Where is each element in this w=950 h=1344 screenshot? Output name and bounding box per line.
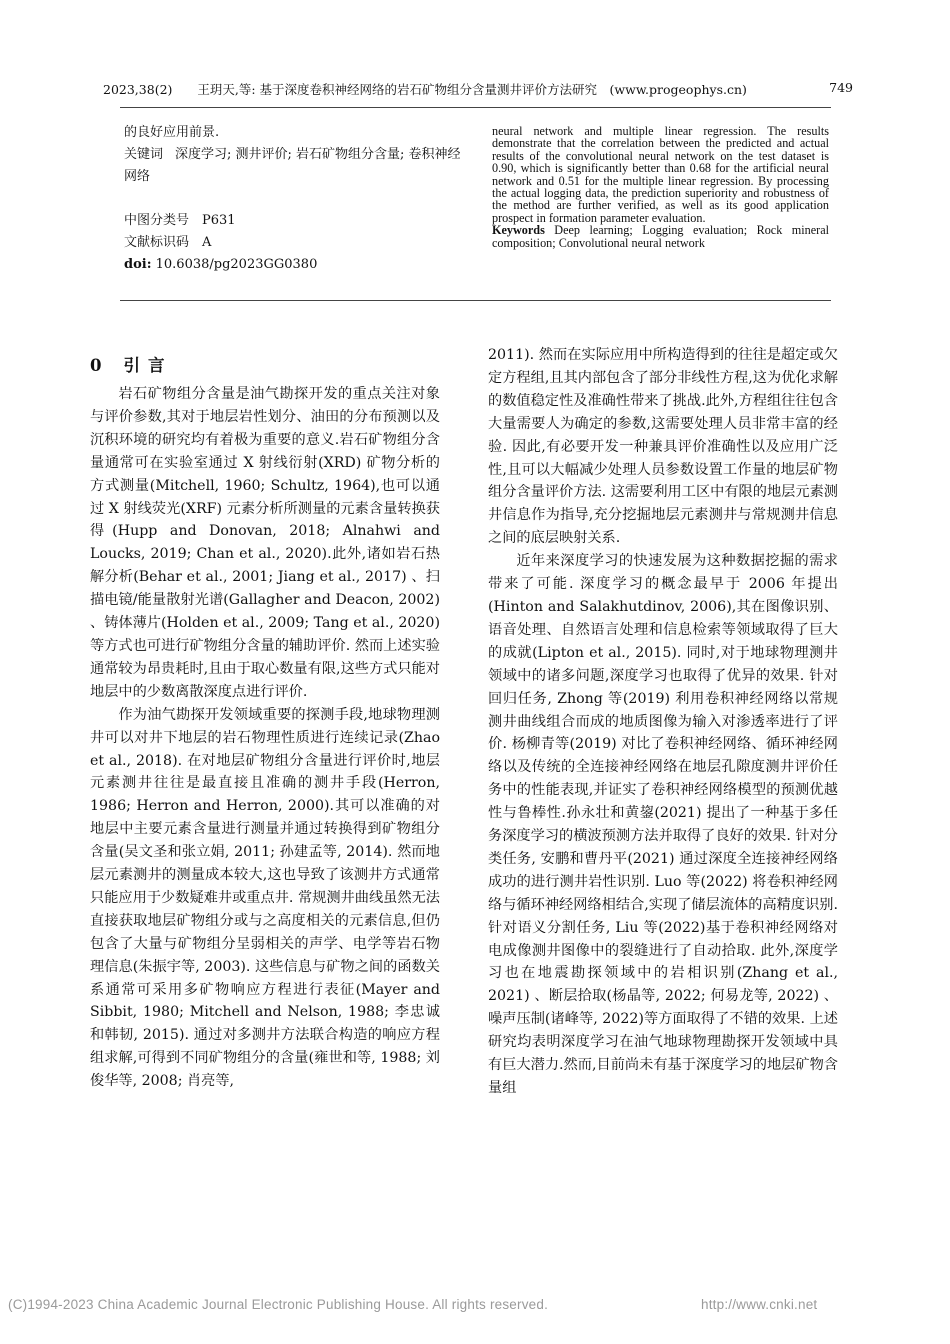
paragraph: 2011). 然而在实际应用中所构造得到的往往是超定或欠定方程组,且其内部包含了部分非线性方程,这为优化求解的数值稳定性及准确性带来了挑战.此外,方程组往往包含大量需要人为确定的参数,这需要处理人员非常丰富的经验. 因此,有必要开发一种兼具评价准确性以及应用广泛性,且可以大幅减少处理人员参数设置工作量的地层矿物组分含量评价方法. 这需要利用工区中有限的地层元素测井信息作为指导,充分挖掘地层元素测井与常规测井信息之间的底层映射关系. — [488, 347, 838, 547]
running-header-text: 2023,38(2) 王玥天,等: 基于深度卷积神经网络的岩石矿物组分含量测井评价方法研究 (www.progeophys.cn) — [103, 82, 747, 97]
section-title: 引言 — [123, 356, 173, 375]
paragraph: 作为油气勘探开发领域重要的探测手段,地球物理测井可以对井下地层的岩石物理性质进行连续记录(Zhao et al., 2018). 在对地层矿物组分含量进行评价时,地层元素测井往往是最直接且准确的测井手段(Herron, 1986; Herron and Herron, 2000).其可以准确的对地层中主要元素含量进行测量并通过转换得到矿物组分含量(吴文圣和张立娟, 2011; 孙建孟等, 2014). 然而地层元素测井的测量成本较大,这也导致了该测井方式通常只能应用于少数疑难井或重点井. 常规测井曲线虽然无法直接获取地层矿物组分或与之高度相关的元素信息,但仍包含了大量与矿物组分呈弱相关的声学、电学等岩石物理信息(朱振宇等, 2003). 这些信息与矿物之间的函数关系通常可采用多矿物响应方程进行表征(Mayer and Sibbit, 1980; Mitchell and Nelson, 1988; 李忠诚和韩韧, 2015). 通过对多测井方法联合构造的响应方程组求解,可得到不同矿物组分的含量(雍世和等, 1988; 刘俊华等, 2008; 肖亮等, — [90, 706, 440, 1090]
right-column — [488, 344, 838, 1100]
spacer — [124, 188, 464, 210]
left-column — [90, 383, 440, 1093]
keywords-text: 深度学习; 测井评价; 岩石矿物组分含量; 卷积神经网络 — [124, 147, 461, 184]
section-divider — [120, 300, 831, 301]
english-keywords — [492, 224, 829, 249]
english-abstract-text: neural network and multiple linear regression. The results demonstrate that the correlation between the predicted and actual results of the convolutional neural network on the test dataset is 0.90, which is significantly better than 0.68 for the artificial neural network and 0.51 for the multiple linear regression. By processing the actual logging data, the prediction superiority and robustness of the method are further verified, as well as its good application prospect in formation parameter evaluation. — [492, 124, 829, 225]
keywords-label: 关键词 — [124, 147, 164, 162]
doi-value: 10.6038/pg2023GG0380 — [151, 257, 318, 272]
running-header — [103, 80, 853, 106]
cnki-link[interactable]: http://www.cnki.net — [701, 1297, 818, 1312]
keywords-cn — [124, 144, 464, 188]
document-code: 文献标识码 A — [124, 235, 212, 250]
paragraph: 近年来深度学习的快速发展为这种数据挖掘的需求带来了可能. 深度学习的概念最早于 2006 年提出(Hinton and Salakhutdinov, 2006),其在图像识别、语音处理、自然语言处理和信息检索等领域取得了巨大的成就(Lipton et al., 2015). 同时,对于地球物理测井领域中的诸多问题,深度学习也取得了优异的效果. 针对回归任务, Zhong 等(2019) 利用卷积神经网络以常规测井曲线组合而成的地质图像为输入对渗透率进行了评价. 杨柳青等(2019) 对比了卷积神经网络、循环神经网络以及传统的全连接神经网络在地层孔隙度测井评价任务中的性能表现,并证实了卷积神经网络模型的预测优越性与鲁棒性.孙永壮和黄鋆(2021) 提出了一种基于多任务深度学习的横波预测方法并取得了良好的效果. 针对分类任务, 安鹏和曹丹平(2021) 通过深度全连接神经网络成功的进行测井岩性识别. Luo 等(2022) 将卷积神经网络与循环神经网络相结合,实现了储层流体的高精度识别. 针对语义分割任务, Liu 等(2022)基于卷积神经网络对电成像测井图像中的裂缝进行了自动拾取. 此外,深度学习也在地震勘探领域中的岩相识别(Zhang et al., 2021) 、断层拾取(杨晶等, 2022; 何易龙等, 2022) 、噪声压制(诸峰等, 2022)等方面取得了不错的效果. 上述研究均表明深度学习在油气地球物理勘探开发领域中具有巨大潜力.然而,目前尚未有基于深度学习的地层矿物含量组 — [488, 553, 838, 1096]
clc-number: 中图分类号 P631 — [124, 213, 236, 228]
header-rule — [120, 107, 831, 108]
english-keywords-label: Keywords — [492, 223, 545, 238]
english-keywords-text: Deep learning; Logging evaluation; Rock mineral composition; Convolutional neural network — [492, 223, 829, 250]
section-heading — [90, 352, 172, 376]
english-abstract — [492, 125, 829, 249]
doi-label: doi: — [124, 257, 152, 272]
abstract-tail: 的良好应用前景. — [124, 125, 220, 140]
doi — [124, 254, 464, 276]
paragraph: 岩石矿物组分含量是油气勘探开发的重点关注对象与评价参数,其对于地层岩性划分、油田的分布预测以及沉积环境的研究均有着极为重要的意义.岩石矿物组分含量通常可在实验室通过 X 射线衍射(XRD) 矿物分析的方式测量(Mitchell, 1960; Schultz, 1964),也可以通过 X 射线荧光(XRF) 元素分析所测量的元素含量转换获得(Hupp and Donovan, 2018; Alnahwi and Loucks, 2019; Chan et al., 2020).此外,诸如岩石热解分析(Behar et al., 2001; Jiang et al., 2017) 、扫描电镜/能量散射光谱(Gallagher and Deacon, 2002) 、铸体薄片(Holden et al., 2009; Tang et al., 2020) 等方式也可进行矿物组分含量的辅助评价. 然而上述实验通常较为昂贵耗时,且由于取心数量有限,这些方式只能对地层中的少数离散深度点进行评价. — [90, 386, 440, 700]
page-number: 749 — [829, 80, 853, 95]
copyright-text: (C)1994-2023 China Academic Journal Electronic Publishing House. All rights reserved. — [8, 1297, 549, 1312]
section-number: 0 — [90, 356, 110, 375]
abstract-metadata — [124, 122, 464, 276]
copyright-footer — [8, 1297, 950, 1312]
